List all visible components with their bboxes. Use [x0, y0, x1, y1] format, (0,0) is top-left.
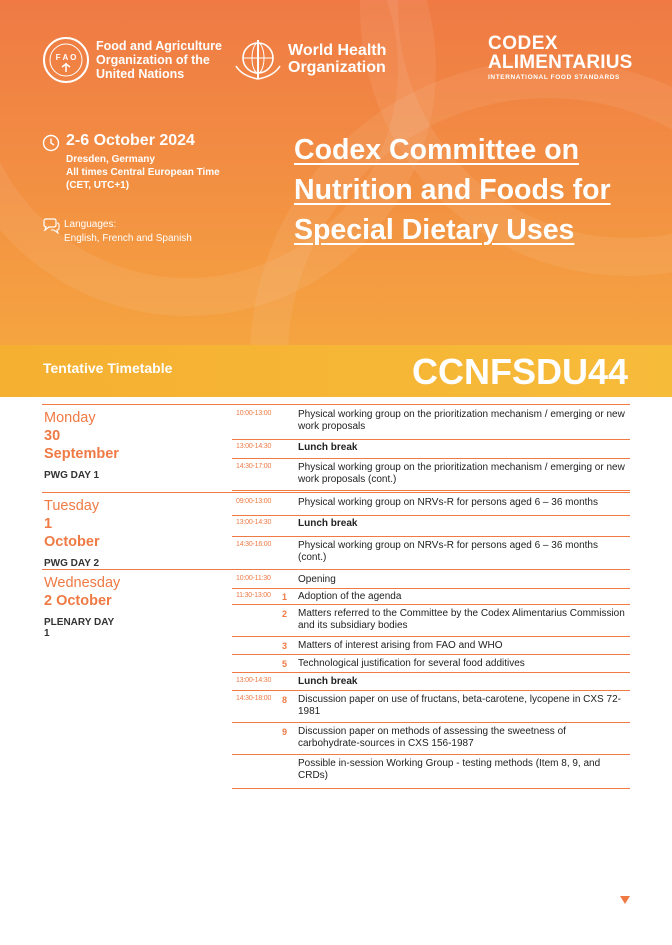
- session-row: [232, 536, 630, 570]
- time-note-line-1: All times Central European Time: [66, 167, 220, 178]
- session-time: 09:00-13:00: [236, 498, 272, 505]
- who-name-line-2: Organization: [288, 59, 386, 76]
- event-location: Dresden, Germany: [66, 154, 155, 165]
- session-description: Physical working group on the prioritization mechanism / emerging or new work proposals: [298, 409, 625, 432]
- day-info: [44, 497, 100, 569]
- day-date: 2 October: [44, 593, 112, 609]
- session-time: 10:00-11:30: [236, 575, 271, 582]
- session-row: [232, 690, 630, 723]
- fao-name-line-1: Food and Agriculture: [96, 39, 222, 53]
- day-tag: PLENARY DAY 1: [44, 617, 115, 639]
- day-name: Tuesday: [44, 498, 100, 514]
- who-name-line-1: World Health: [288, 42, 387, 59]
- session-row: [232, 514, 630, 537]
- codex-line-1: CODEX: [488, 33, 559, 54]
- day-date: 30 September: [44, 428, 119, 462]
- session-row: [232, 754, 630, 789]
- day-tag: PWG DAY 2: [44, 558, 100, 569]
- session-row: [232, 587, 630, 605]
- session-description: Physical working group on NRVs-R for persons aged 6 – 36 months: [298, 497, 598, 508]
- clock-icon: [42, 134, 60, 152]
- session-description: Adoption of the agenda: [298, 591, 402, 602]
- session-row: [232, 569, 630, 589]
- session-time: 11:30-13:00: [236, 592, 271, 599]
- session-time: 10:00-13:00: [236, 410, 272, 417]
- session-description: Matters referred to the Committee by the Codex Alimentarius Commission and its subsidiary bodies: [298, 608, 625, 631]
- session-row: [232, 636, 630, 655]
- session-description: Lunch break: [298, 676, 358, 687]
- title-line-1: Codex Committee on: [294, 134, 580, 166]
- session-description: Lunch break: [298, 442, 358, 453]
- day-name: Wednesday: [44, 575, 121, 591]
- page-title: [294, 130, 654, 250]
- title-line-3: Special Dietary Uses: [294, 214, 575, 246]
- who-logo: [232, 36, 386, 82]
- codex-line-2: ALIMENTARIUS: [488, 52, 633, 73]
- session-row: [232, 722, 630, 755]
- day-info: [44, 574, 120, 639]
- session-description: Physical working group on NRVs-R for persons aged 6 – 36 months (cont.): [298, 540, 598, 563]
- day-divider: [42, 492, 235, 493]
- hero-banner: [0, 0, 672, 345]
- session-description: Matters of interest arising from FAO and WHO: [298, 640, 503, 651]
- who-emblem-icon: [232, 36, 284, 82]
- day-name: Monday: [44, 410, 96, 426]
- day-tag: PWG DAY 1: [44, 470, 100, 481]
- event-date: 2-6 October 2024: [66, 132, 195, 149]
- codex-logo: [488, 34, 633, 81]
- day-date: 1 October: [44, 516, 100, 550]
- session-row: [232, 604, 630, 637]
- session-description: Technological justification for several food additives: [298, 658, 525, 669]
- session-description: Physical working group on the prioritization mechanism / emerging or new work proposals (cont.): [298, 462, 625, 485]
- session-row: [232, 672, 630, 691]
- day-divider: [42, 404, 235, 405]
- languages-label: Languages:: [64, 219, 117, 230]
- session-code: CCNFSDU44: [411, 351, 628, 392]
- day-info: [44, 409, 119, 481]
- session-row: [232, 458, 630, 491]
- event-date-block: [42, 132, 220, 192]
- title-line-2: Nutrition and Foods for: [294, 174, 611, 206]
- timetable-label: Tentative Timetable: [43, 360, 173, 376]
- agenda-item-number: 8: [282, 695, 288, 705]
- session-row: [232, 654, 630, 673]
- session-time: 14:30-18:00: [236, 695, 272, 702]
- session-time: 14:30-16:00: [236, 541, 272, 548]
- svg-text:F A O: F A O: [55, 53, 77, 62]
- agenda-item-number: 3: [282, 641, 288, 651]
- timetable-band: [0, 345, 672, 397]
- session-row: [232, 438, 630, 459]
- session-row: [232, 492, 630, 516]
- time-note-line-2: (CET, UTC+1): [66, 180, 130, 191]
- session-time: 13:00-14:30: [236, 443, 272, 450]
- codex-tagline: INTERNATIONAL FOOD STANDARDS: [488, 74, 620, 81]
- day-divider: [42, 569, 235, 570]
- languages-block: [42, 218, 192, 246]
- agenda-item-number: 5: [282, 659, 288, 669]
- session-description: Discussion paper on use of fructans, beta-carotene, lycopene in CXS 72-1981: [298, 694, 621, 717]
- session-description: Opening: [298, 574, 336, 585]
- session-time: 13:00-14:30: [236, 677, 272, 684]
- agenda-item-number: 9: [282, 727, 288, 737]
- agenda-item-number: 2: [282, 609, 288, 619]
- session-description: Possible in-session Working Group - testing methods (Item 8, 9, and CRDs): [298, 758, 601, 781]
- speech-bubble-icon: [42, 218, 60, 234]
- fao-emblem-icon: [42, 36, 90, 84]
- languages-values: English, French and Spanish: [64, 233, 192, 244]
- fao-name-line-2: Organization of the: [96, 53, 210, 67]
- agenda-item-number: 1: [282, 592, 288, 602]
- next-page-arrow-icon: [620, 896, 630, 904]
- session-description: Lunch break: [298, 518, 358, 529]
- fao-logo: [42, 36, 222, 84]
- fao-name-line-3: United Nations: [96, 67, 185, 81]
- session-description: Discussion paper on methods of assessing the sweetness of carbohydrate-sources in CXS 156-1987: [298, 726, 566, 749]
- session-time: 13:00-14:30: [236, 519, 272, 526]
- session-time: 14:30-17:00: [236, 463, 272, 470]
- session-row: [232, 404, 630, 440]
